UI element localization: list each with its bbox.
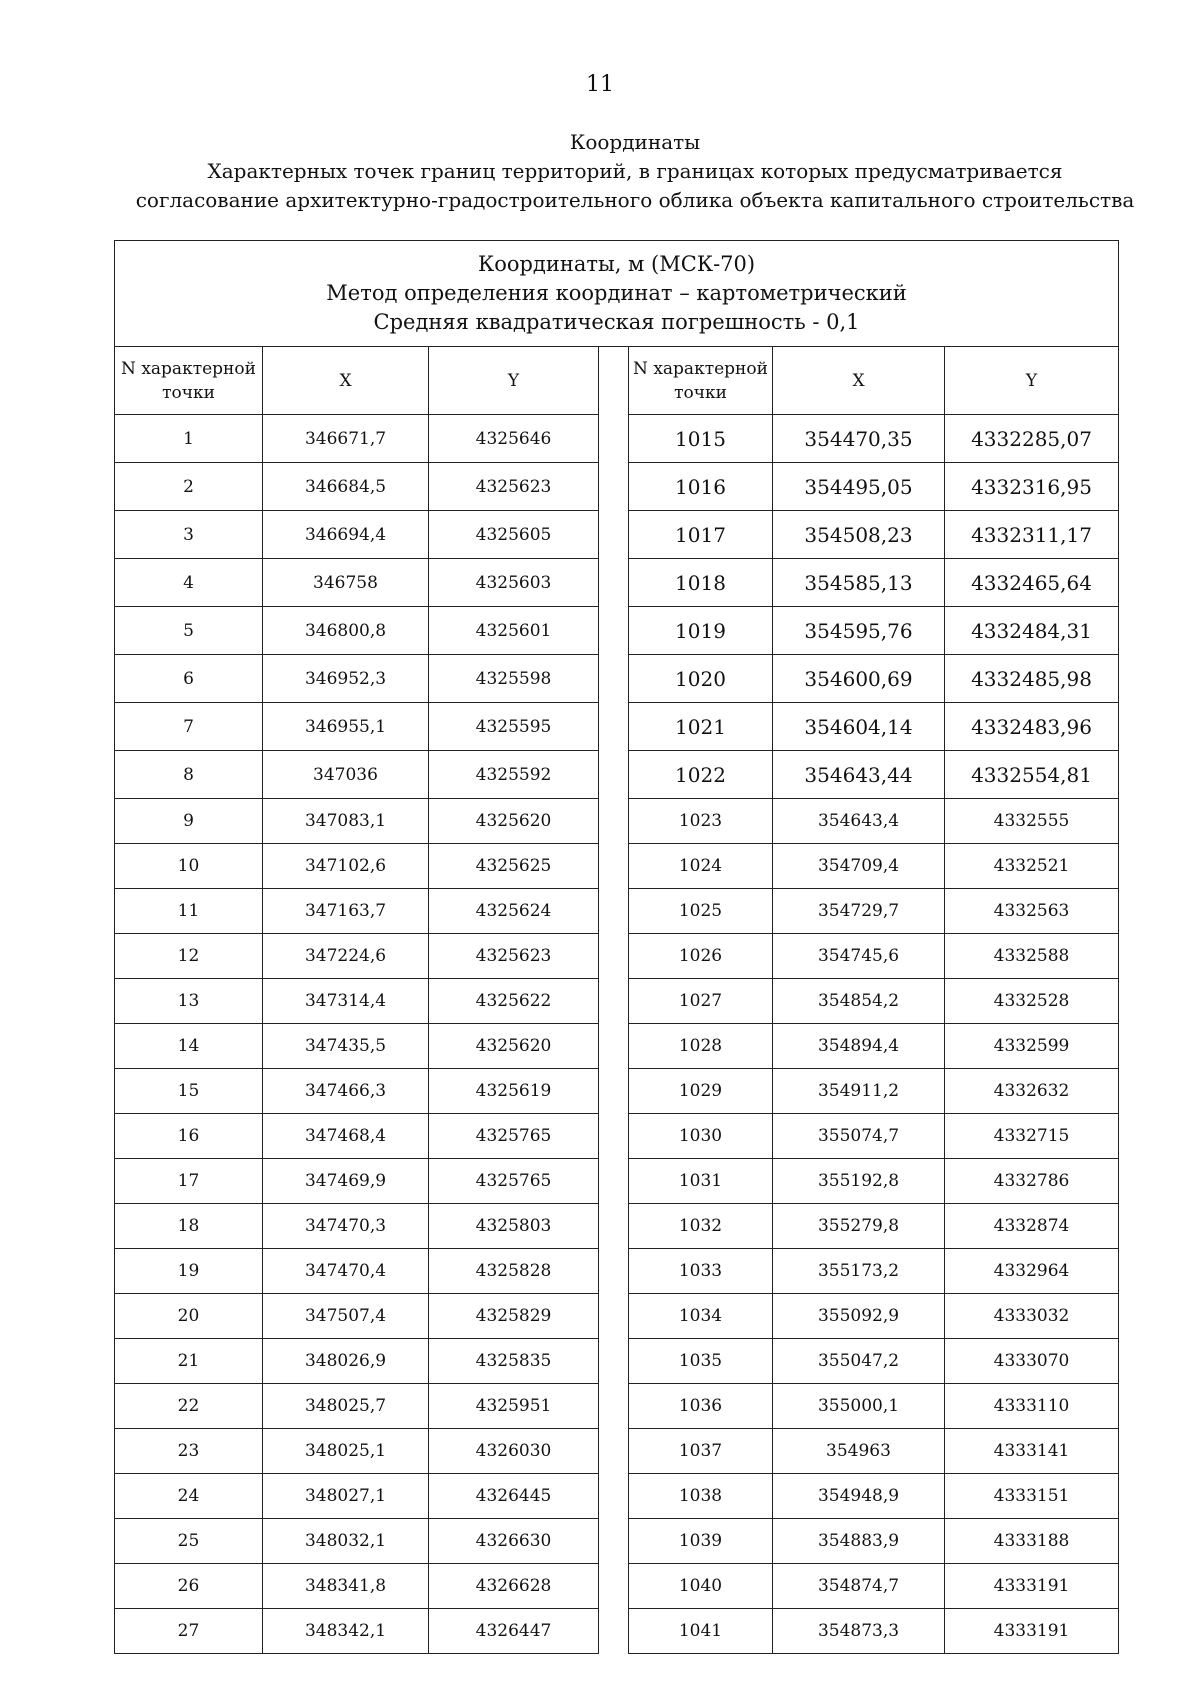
- column-header-row: [115, 347, 1119, 415]
- point-number-left: 2: [115, 463, 263, 511]
- x-value-right: 354745,6: [773, 934, 945, 979]
- column-gap: [599, 511, 629, 559]
- heading-line-2: Характерных точек границ территорий, в границах которых предусматривается: [207, 159, 1063, 183]
- x-value-left: 348341,8: [263, 1564, 429, 1609]
- x-value-right: 354894,4: [773, 1024, 945, 1069]
- column-gap: [599, 889, 629, 934]
- column-gap: [599, 463, 629, 511]
- x-value-right: 355173,2: [773, 1249, 945, 1294]
- y-value-left: 4325603: [429, 559, 599, 607]
- y-value-left: 4325625: [429, 844, 599, 889]
- y-value-right: 4332484,31: [945, 607, 1119, 655]
- point-number-right: 1028: [629, 1024, 773, 1069]
- point-number-right: 1021: [629, 703, 773, 751]
- x-value-right: 354948,9: [773, 1474, 945, 1519]
- caption-error: Средняя квадратическая погрешность - 0,1: [373, 310, 860, 334]
- column-gap: [599, 1429, 629, 1474]
- y-value-right: 4332632: [945, 1069, 1119, 1114]
- x-value-right: 354911,2: [773, 1069, 945, 1114]
- y-value-right: 4332555: [945, 799, 1119, 844]
- point-number-right: 1035: [629, 1339, 773, 1384]
- x-value-left: 346684,5: [263, 463, 429, 511]
- y-value-left: 4325598: [429, 655, 599, 703]
- column-gap: [599, 703, 629, 751]
- column-gap: [599, 799, 629, 844]
- point-number-left: 15: [115, 1069, 263, 1114]
- y-value-left: 4326445: [429, 1474, 599, 1519]
- col-header-point-line2: точки: [674, 382, 727, 403]
- coordinates-table: [114, 240, 1119, 1654]
- point-number-right: 1037: [629, 1429, 773, 1474]
- point-number-right: 1015: [629, 415, 773, 463]
- point-number-right: 1027: [629, 979, 773, 1024]
- table-row: [115, 463, 1119, 511]
- column-gap: [599, 844, 629, 889]
- point-number-left: 8: [115, 751, 263, 799]
- x-value-right: 354873,3: [773, 1609, 945, 1654]
- heading-line-3: согласование архитектурно-градостроительного облика объекта капитального строительства: [135, 188, 1135, 212]
- x-value-right: 354643,44: [773, 751, 945, 799]
- x-value-right: 354729,7: [773, 889, 945, 934]
- x-value-right: 355000,1: [773, 1384, 945, 1429]
- column-gap: [599, 1564, 629, 1609]
- point-number-right: 1017: [629, 511, 773, 559]
- point-number-left: 23: [115, 1429, 263, 1474]
- y-value-right: 4332528: [945, 979, 1119, 1024]
- x-value-left: 348342,1: [263, 1609, 429, 1654]
- y-value-right: 4332521: [945, 844, 1119, 889]
- x-value-left: 347224,6: [263, 934, 429, 979]
- x-value-right: 354600,69: [773, 655, 945, 703]
- point-number-left: 20: [115, 1294, 263, 1339]
- table-row: [115, 799, 1119, 844]
- y-value-left: 4325620: [429, 1024, 599, 1069]
- x-value-left: 347469,9: [263, 1159, 429, 1204]
- point-number-left: 16: [115, 1114, 263, 1159]
- x-value-left: 346758: [263, 559, 429, 607]
- y-value-right: 4333110: [945, 1384, 1119, 1429]
- point-number-left: 14: [115, 1024, 263, 1069]
- point-number-right: 1024: [629, 844, 773, 889]
- column-gap: [599, 347, 629, 415]
- table-caption: [115, 241, 1119, 347]
- y-value-right: 4332311,17: [945, 511, 1119, 559]
- caption-system: Координаты, м (МСК-70): [477, 252, 756, 276]
- x-value-right: 354874,7: [773, 1564, 945, 1609]
- point-number-left: 12: [115, 934, 263, 979]
- y-value-left: 4325595: [429, 703, 599, 751]
- x-value-left: 347470,4: [263, 1249, 429, 1294]
- table-row: [115, 655, 1119, 703]
- point-number-right: 1031: [629, 1159, 773, 1204]
- y-value-right: 4332599: [945, 1024, 1119, 1069]
- y-value-right: 4333141: [945, 1429, 1119, 1474]
- y-value-left: 4325829: [429, 1294, 599, 1339]
- x-value-right: 354595,76: [773, 607, 945, 655]
- col-header-point-right: [629, 347, 773, 415]
- table-row: [115, 1159, 1119, 1204]
- table-row: [115, 934, 1119, 979]
- x-value-left: 348027,1: [263, 1474, 429, 1519]
- point-number-left: 4: [115, 559, 263, 607]
- x-value-left: 347314,4: [263, 979, 429, 1024]
- point-number-right: 1036: [629, 1384, 773, 1429]
- table-row: [115, 1294, 1119, 1339]
- table-row: [115, 1339, 1119, 1384]
- table-row: [115, 1249, 1119, 1294]
- y-value-right: 4333032: [945, 1294, 1119, 1339]
- column-gap: [599, 1069, 629, 1114]
- point-number-right: 1018: [629, 559, 773, 607]
- col-header-point-line2: точки: [162, 382, 215, 403]
- point-number-right: 1025: [629, 889, 773, 934]
- point-number-right: 1040: [629, 1564, 773, 1609]
- y-value-left: 4325601: [429, 607, 599, 655]
- column-gap: [599, 1519, 629, 1564]
- table-row: [115, 844, 1119, 889]
- y-value-right: 4332563: [945, 889, 1119, 934]
- x-value-left: 347083,1: [263, 799, 429, 844]
- x-value-right: 354585,13: [773, 559, 945, 607]
- y-value-right: 4333188: [945, 1519, 1119, 1564]
- column-gap: [599, 1339, 629, 1384]
- x-value-left: 346952,3: [263, 655, 429, 703]
- column-gap: [599, 1024, 629, 1069]
- y-value-left: 4325592: [429, 751, 599, 799]
- x-value-right: 354470,35: [773, 415, 945, 463]
- point-number-right: 1038: [629, 1474, 773, 1519]
- column-gap: [599, 1159, 629, 1204]
- column-gap: [599, 1114, 629, 1159]
- table-row: [115, 1069, 1119, 1114]
- col-header-point-line1: N характерной: [633, 358, 768, 379]
- col-header-y-right: Y: [945, 347, 1119, 415]
- column-gap: [599, 607, 629, 655]
- table-row: [115, 979, 1119, 1024]
- column-gap: [599, 559, 629, 607]
- column-gap: [599, 655, 629, 703]
- y-value-right: 4332874: [945, 1204, 1119, 1249]
- table-row: [115, 1564, 1119, 1609]
- x-value-left: 347102,6: [263, 844, 429, 889]
- y-value-right: 4332588: [945, 934, 1119, 979]
- point-number-left: 10: [115, 844, 263, 889]
- y-value-left: 4325765: [429, 1159, 599, 1204]
- column-gap: [599, 1294, 629, 1339]
- point-number-left: 21: [115, 1339, 263, 1384]
- col-header-point-left: [115, 347, 263, 415]
- point-number-right: 1026: [629, 934, 773, 979]
- point-number-left: 9: [115, 799, 263, 844]
- y-value-right: 4333070: [945, 1339, 1119, 1384]
- y-value-left: 4326030: [429, 1429, 599, 1474]
- x-value-right: 354963: [773, 1429, 945, 1474]
- y-value-left: 4325605: [429, 511, 599, 559]
- y-value-right: 4332465,64: [945, 559, 1119, 607]
- point-number-right: 1019: [629, 607, 773, 655]
- x-value-right: 355074,7: [773, 1114, 945, 1159]
- y-value-right: 4332786: [945, 1159, 1119, 1204]
- column-gap: [599, 1249, 629, 1294]
- y-value-left: 4325624: [429, 889, 599, 934]
- y-value-right: 4332964: [945, 1249, 1119, 1294]
- y-value-left: 4325623: [429, 463, 599, 511]
- heading-title: Координаты: [569, 130, 701, 154]
- table-row: [115, 1114, 1119, 1159]
- y-value-left: 4325765: [429, 1114, 599, 1159]
- point-number-left: 1: [115, 415, 263, 463]
- y-value-right: 4332715: [945, 1114, 1119, 1159]
- x-value-left: 348025,7: [263, 1384, 429, 1429]
- y-value-left: 4325623: [429, 934, 599, 979]
- column-gap: [599, 1474, 629, 1519]
- col-header-y-left: Y: [429, 347, 599, 415]
- x-value-left: 346800,8: [263, 607, 429, 655]
- y-value-right: 4332316,95: [945, 463, 1119, 511]
- table-row: [115, 1609, 1119, 1654]
- point-number-left: 24: [115, 1474, 263, 1519]
- point-number-left: 17: [115, 1159, 263, 1204]
- point-number-right: 1030: [629, 1114, 773, 1159]
- column-gap: [599, 751, 629, 799]
- col-header-x-left: X: [263, 347, 429, 415]
- x-value-left: 347507,4: [263, 1294, 429, 1339]
- x-value-right: 354508,23: [773, 511, 945, 559]
- y-value-left: 4325828: [429, 1249, 599, 1294]
- column-gap: [599, 1609, 629, 1654]
- point-number-right: 1033: [629, 1249, 773, 1294]
- column-gap: [599, 1204, 629, 1249]
- x-value-left: 347036: [263, 751, 429, 799]
- table-row: [115, 1204, 1119, 1249]
- col-header-point-line1: N характерной: [121, 358, 256, 379]
- x-value-right: 354604,14: [773, 703, 945, 751]
- y-value-right: 4332483,96: [945, 703, 1119, 751]
- x-value-left: 346694,4: [263, 511, 429, 559]
- table-row: [115, 607, 1119, 655]
- col-header-x-right: X: [773, 347, 945, 415]
- point-number-left: 13: [115, 979, 263, 1024]
- y-value-right: 4333191: [945, 1609, 1119, 1654]
- x-value-left: 347470,3: [263, 1204, 429, 1249]
- table-row: [115, 1384, 1119, 1429]
- point-number-right: 1022: [629, 751, 773, 799]
- point-number-right: 1016: [629, 463, 773, 511]
- y-value-right: 4332485,98: [945, 655, 1119, 703]
- x-value-left: 346955,1: [263, 703, 429, 751]
- table-row: [115, 889, 1119, 934]
- y-value-left: 4326447: [429, 1609, 599, 1654]
- table-row: [115, 415, 1119, 463]
- table-row: [115, 1024, 1119, 1069]
- point-number-right: 1039: [629, 1519, 773, 1564]
- x-value-left: 347466,3: [263, 1069, 429, 1114]
- table-caption-row: [115, 241, 1119, 347]
- point-number-left: 27: [115, 1609, 263, 1654]
- x-value-right: 354709,4: [773, 844, 945, 889]
- point-number-right: 1034: [629, 1294, 773, 1339]
- point-number-left: 7: [115, 703, 263, 751]
- y-value-right: 4333191: [945, 1564, 1119, 1609]
- y-value-right: 4332285,07: [945, 415, 1119, 463]
- x-value-left: 347435,5: [263, 1024, 429, 1069]
- point-number-left: 18: [115, 1204, 263, 1249]
- y-value-left: 4325619: [429, 1069, 599, 1114]
- x-value-right: 355092,9: [773, 1294, 945, 1339]
- point-number-left: 3: [115, 511, 263, 559]
- x-value-right: 354643,4: [773, 799, 945, 844]
- y-value-left: 4325803: [429, 1204, 599, 1249]
- x-value-right: 354495,05: [773, 463, 945, 511]
- x-value-right: 354883,9: [773, 1519, 945, 1564]
- point-number-left: 22: [115, 1384, 263, 1429]
- point-number-left: 25: [115, 1519, 263, 1564]
- x-value-left: 348026,9: [263, 1339, 429, 1384]
- column-gap: [599, 934, 629, 979]
- table-row: [115, 1474, 1119, 1519]
- point-number-left: 26: [115, 1564, 263, 1609]
- column-gap: [599, 1384, 629, 1429]
- table-row: [115, 559, 1119, 607]
- caption-method: Метод определения координат – картометрический: [326, 281, 907, 305]
- y-value-right: 4332554,81: [945, 751, 1119, 799]
- y-value-left: 4326630: [429, 1519, 599, 1564]
- y-value-left: 4326628: [429, 1564, 599, 1609]
- table-row: [115, 1429, 1119, 1474]
- y-value-left: 4325622: [429, 979, 599, 1024]
- column-gap: [599, 415, 629, 463]
- y-value-left: 4325951: [429, 1384, 599, 1429]
- x-value-left: 347163,7: [263, 889, 429, 934]
- x-value-left: 348025,1: [263, 1429, 429, 1474]
- point-number-left: 19: [115, 1249, 263, 1294]
- column-gap: [599, 979, 629, 1024]
- table-row: [115, 751, 1119, 799]
- point-number-right: 1023: [629, 799, 773, 844]
- page-number: 11: [586, 72, 614, 97]
- x-value-right: 355047,2: [773, 1339, 945, 1384]
- y-value-right: 4333151: [945, 1474, 1119, 1519]
- point-number-right: 1020: [629, 655, 773, 703]
- y-value-left: 4325620: [429, 799, 599, 844]
- document-heading: [130, 128, 1140, 215]
- point-number-left: 5: [115, 607, 263, 655]
- point-number-right: 1029: [629, 1069, 773, 1114]
- y-value-left: 4325835: [429, 1339, 599, 1384]
- table-row: [115, 703, 1119, 751]
- x-value-left: 346671,7: [263, 415, 429, 463]
- y-value-left: 4325646: [429, 415, 599, 463]
- x-value-left: 348032,1: [263, 1519, 429, 1564]
- table-row: [115, 1519, 1119, 1564]
- point-number-right: 1041: [629, 1609, 773, 1654]
- point-number-left: 11: [115, 889, 263, 934]
- x-value-right: 355192,8: [773, 1159, 945, 1204]
- x-value-right: 355279,8: [773, 1204, 945, 1249]
- table-row: [115, 511, 1119, 559]
- point-number-right: 1032: [629, 1204, 773, 1249]
- x-value-left: 347468,4: [263, 1114, 429, 1159]
- x-value-right: 354854,2: [773, 979, 945, 1024]
- point-number-left: 6: [115, 655, 263, 703]
